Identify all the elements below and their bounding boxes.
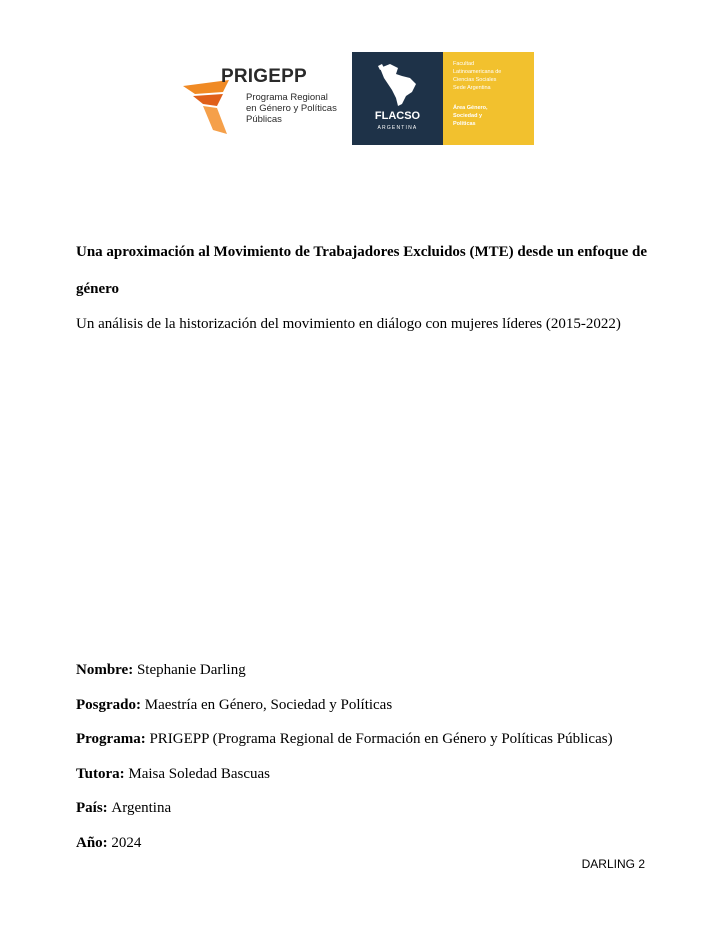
info-row-programa [76,729,676,749]
info-label: Año: [76,834,112,851]
prigepp-name: PRIGEPP [221,66,307,87]
info-label: País: [76,800,112,817]
flacso-navy-panel [352,52,443,145]
info-value: Argentina [111,800,172,817]
flacso-logo [352,52,534,145]
document-title: Una aproximación al Movimiento de Trabajadores Excluidos (MTE) desde un enfoque de género [76,244,648,297]
info-value: Stephanie Darling [136,662,246,678]
latin-america-map-icon [376,62,420,108]
info-value: PRIGEPP (Programa Regional de Formación en Género y Políticas Públicas) [149,731,613,748]
flacso-name: FLACSO [374,110,421,122]
info-value: 2024 [111,834,142,851]
flacso-country: ARGENTINA [377,125,418,131]
info-row-pais [76,798,676,818]
info-label: Programa: [76,731,150,748]
flacso-yellow-panel [443,52,534,145]
info-value: Maestría en Género, Sociedad y Políticas [144,696,393,713]
info-row-anio [76,833,676,853]
document-subtitle: Un análisis de la historización del movimiento en diálogo con mujeres líderes (2015-2022) [76,316,621,332]
info-label: Posgrado: [76,696,145,713]
flacso-faculty-text: Facultad Latinoamericana de Ciencias Sociales Sede Argentina [453,61,502,91]
info-label: Nombre: [76,662,137,678]
info-row-tutora [76,764,676,784]
running-head: DARLING 2 [581,857,645,871]
prigepp-logo [183,66,335,136]
author-info-list [76,660,676,868]
info-row-nombre [76,660,676,680]
info-value: Maisa Soledad Bascuas [128,765,271,782]
flacso-area-text: Área Género, Sociedad y Políticas [453,105,488,127]
prigepp-subtitle: Programa Regional en Género y Políticas Públicas [246,92,337,125]
info-row-posgrado [76,695,676,715]
info-label: Tutora: [76,765,129,782]
